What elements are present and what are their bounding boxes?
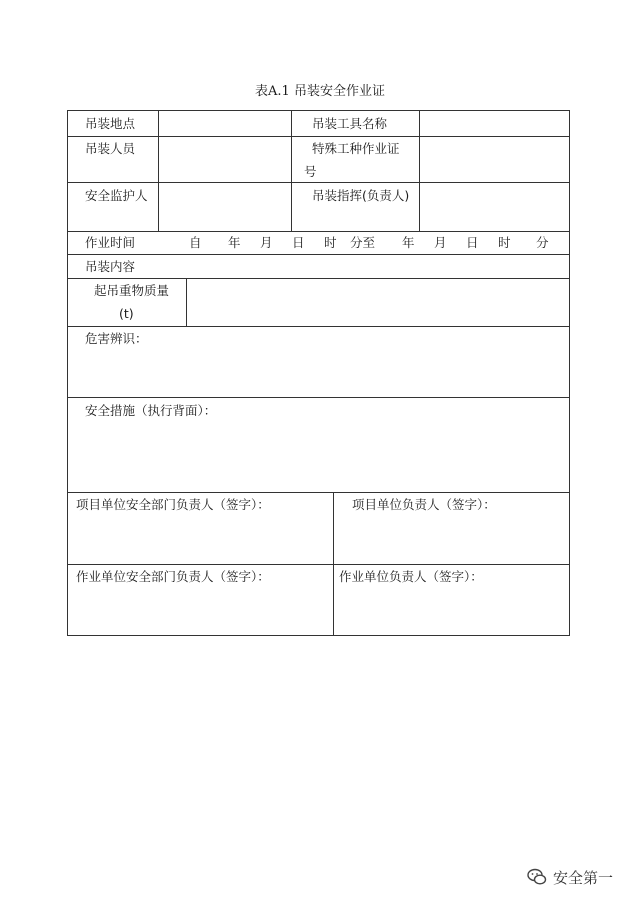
row-divider	[68, 136, 569, 137]
hazard-label: 危害辨识：	[85, 331, 148, 346]
row-divider	[68, 492, 569, 493]
col-divider	[158, 111, 159, 231]
supervisor-label: 安全监护人	[85, 188, 148, 203]
row-divider	[68, 397, 569, 398]
time-unit: 分	[536, 235, 549, 250]
row-divider	[68, 231, 569, 232]
content-label: 吊装内容	[85, 259, 136, 274]
proj-unit-sign-label: 项目单位负责人（签字）：	[352, 497, 496, 512]
personnel-label: 吊装人员	[85, 141, 136, 156]
time-unit: 日	[292, 235, 305, 250]
time-unit: 分至	[350, 235, 376, 250]
special-cert-label-cont: 号	[304, 164, 317, 179]
work-unit-sign-label: 作业单位负责人（签字）：	[339, 569, 483, 584]
measures-label: 安全措施（执行背面）：	[85, 403, 217, 418]
watermark-text: 安全第一	[553, 869, 614, 887]
col-divider	[186, 278, 187, 326]
row-divider	[68, 564, 569, 565]
time-unit: 月	[434, 235, 447, 250]
col-divider	[419, 111, 420, 231]
work-time-label: 作业时间	[85, 235, 136, 250]
location-label: 吊装地点	[85, 116, 136, 131]
wechat-logo-icon	[527, 868, 547, 886]
col-divider	[291, 111, 292, 231]
time-unit: 时	[498, 235, 511, 250]
time-unit: 自	[189, 235, 202, 250]
form-title: 表A.1 吊装安全作业证	[255, 84, 385, 99]
special-cert-label: 特殊工种作业证	[312, 141, 400, 156]
lifting-permit-form	[67, 110, 570, 636]
row-divider	[68, 326, 569, 327]
weight-label: 起吊重物质量	[94, 283, 170, 298]
commander-label: 吊装指挥(负责人)	[312, 188, 410, 203]
work-safety-sign-label: 作业单位安全部门负责人（签字）：	[76, 569, 270, 584]
row-divider	[68, 278, 569, 279]
row-divider	[68, 182, 569, 183]
time-unit: 月	[260, 235, 273, 250]
row-divider	[68, 254, 569, 255]
time-unit: 日	[466, 235, 479, 250]
weight-unit-label: (t)	[119, 306, 134, 321]
time-unit: 年	[402, 235, 415, 250]
proj-safety-sign-label: 项目单位安全部门负责人（签字）：	[76, 497, 270, 512]
time-unit: 年	[228, 235, 241, 250]
time-unit: 时	[324, 235, 337, 250]
tool-name-label: 吊装工具名称	[312, 116, 388, 131]
col-divider	[333, 492, 334, 636]
